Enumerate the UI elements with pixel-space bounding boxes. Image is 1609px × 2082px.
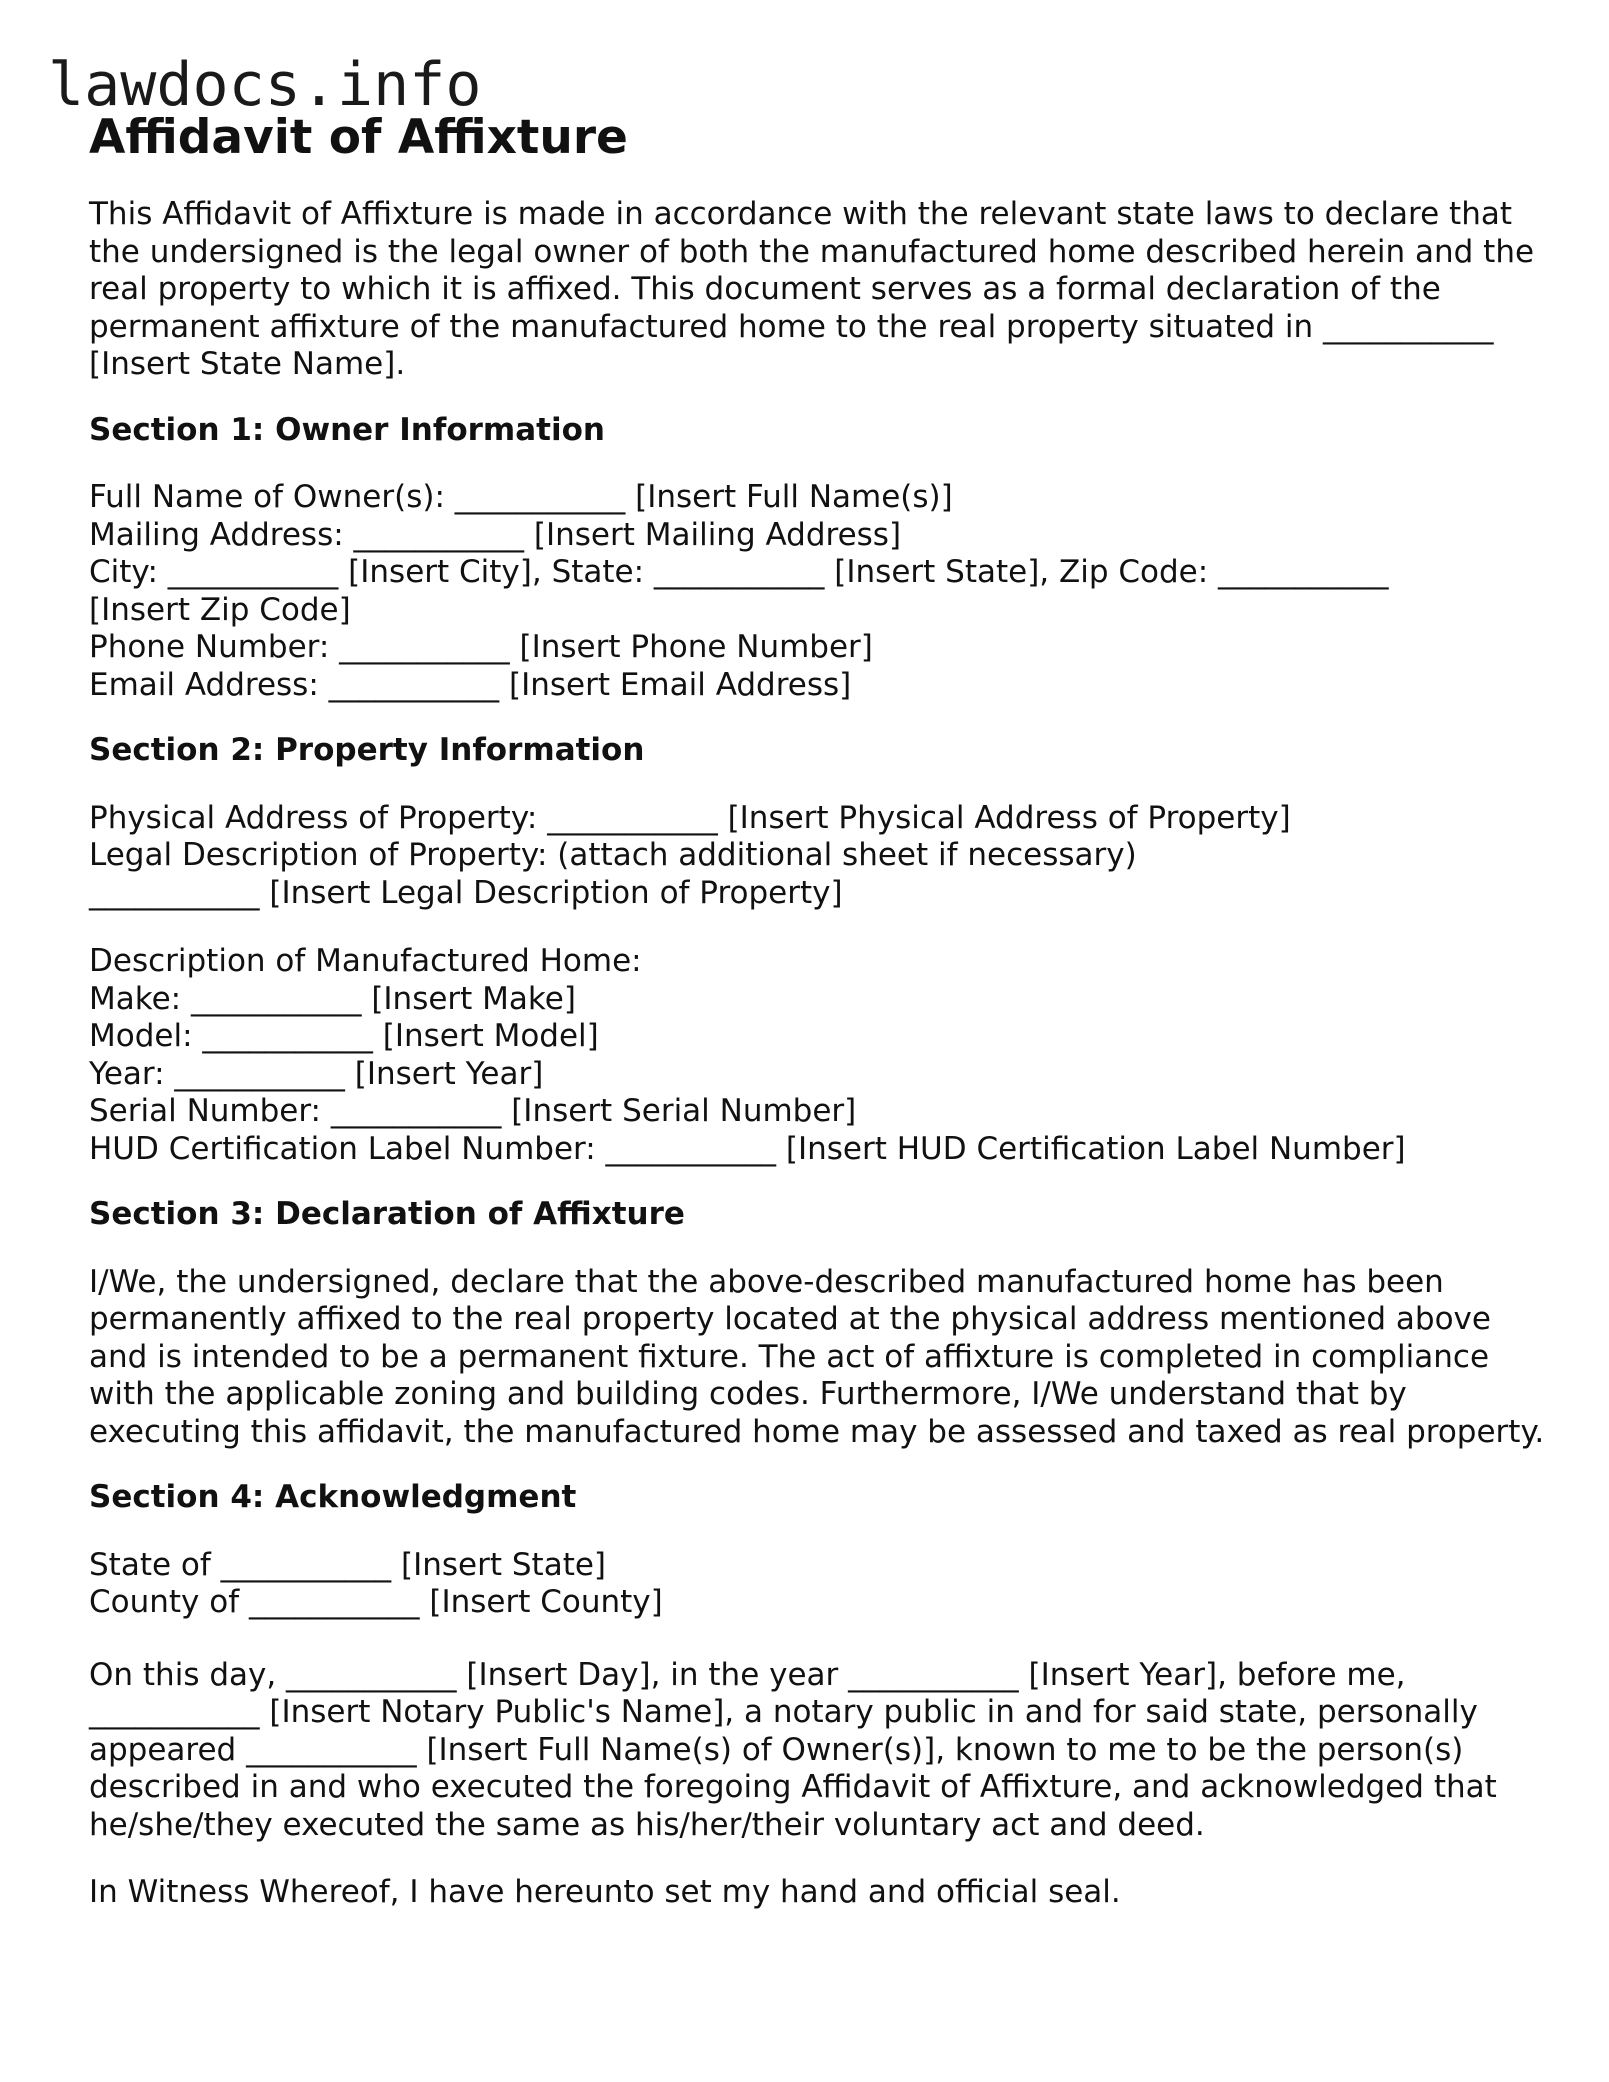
section-heading: Section 4: Acknowledgment: [89, 1479, 577, 1515]
spacer: [89, 912, 1559, 943]
acknowledgment-county-line: County of ___________ [Insert County]: [89, 1584, 663, 1620]
owner-zip-code-line: [Insert Zip Code]: [89, 591, 351, 628]
owner-full-name-line: Full Name of Owner(s): ___________ [Insert Full Name(s)]: [89, 479, 953, 515]
owner-mailing-address-line: Mailing Address: ___________ [Insert Mailing Address]: [89, 516, 902, 553]
property-legal-description-line: ___________ [Insert Legal Description of Property]: [89, 874, 843, 911]
section-heading: Section 1: Owner Information: [89, 411, 605, 448]
home-year-line: Year: ___________ [Insert Year]: [89, 1055, 544, 1092]
owner-city-state-zip-line: City: ___________ [Insert City], State: ___________ [Insert State], Zip Code: ___________: [89, 554, 1389, 590]
home-hud-label-line: HUD Certification Label Number: ___________ [Insert HUD Certification Label Number]: [89, 1130, 1406, 1167]
section-owner-information: [89, 412, 1559, 705]
declaration-paragraph: I/We, the undersigned, declare that the above-described manufactured home has been permanently affixed to the real property located at the physical address mentioned above and is intended to be a permanent fixture. The act of affixture is completed in compliance with the applicable zoning and building codes. Furthermore, I/We understand that by executing this affidavit, the manufactured home may be assessed and taxed as real property.: [89, 1263, 1545, 1450]
document-body: [89, 106, 1559, 1912]
intro-paragraph: This Affidavit of Affixture is made in accordance with the relevant state laws to declare that the undersigned is the legal owner of both the manufactured home described herein and the real property to which it is affixed. This document serves as a formal declaration of the permanent affixture of the manufactured home to the real property situated in ___________ [Insert State Name].: [89, 196, 1535, 382]
document-title: Affidavit of Affixture: [89, 110, 628, 165]
owner-phone-number-line: Phone Number: ___________ [Insert Phone Number]: [89, 629, 873, 665]
section-acknowledgment: [89, 1479, 1559, 1912]
home-model-line: Model: ___________ [Insert Model]: [89, 1018, 599, 1054]
section-property-information: [89, 732, 1559, 1168]
section-declaration-of-affixture: [89, 1196, 1559, 1451]
section-heading: Section 3: Declaration of Affixture: [89, 1196, 685, 1232]
spacer: [89, 1622, 1559, 1657]
witness-statement: In Witness Whereof, I have hereunto set my hand and official seal.: [89, 1874, 1121, 1910]
property-legal-description-label: Legal Description of Property: (attach additional sheet if necessary): [89, 837, 1137, 873]
home-description-heading: Description of Manufactured Home:: [89, 943, 642, 979]
site-watermark: lawdocs.info: [48, 50, 482, 120]
acknowledgment-paragraph: On this day, ___________ [Insert Day], in the year ___________ [Insert Year], before me, ___________ [Insert Notary Public's Name], a notary public in and for said state, personally appeared ___________ [Insert Full Name(s) of Owner(s)], known to me to be the person(s) described in and who executed the foregoing Affidavit of Affixture, and acknowledged that he/she/they executed the same as his/her/their voluntary act and deed.: [89, 1656, 1497, 1843]
home-make-line: Make: ___________ [Insert Make]: [89, 980, 576, 1017]
property-physical-address-line: Physical Address of Property: ___________ [Insert Physical Address of Property]: [89, 799, 1291, 836]
owner-email-address-line: Email Address: ___________ [Insert Email Address]: [89, 666, 852, 703]
acknowledgment-state-line: State of ___________ [Insert State]: [89, 1546, 607, 1583]
home-serial-number-line: Serial Number: ___________ [Insert Serial Number]: [89, 1093, 857, 1129]
section-heading: Section 2: Property Information: [89, 732, 645, 768]
